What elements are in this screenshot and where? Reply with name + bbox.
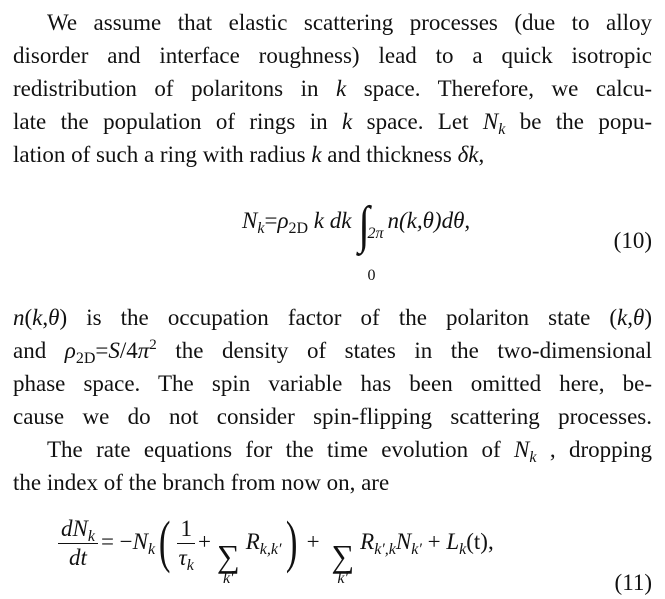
eq10-lhs: N	[242, 208, 258, 233]
text-segment: lation of such a ring with radius	[13, 142, 312, 167]
eq10-rho-sub: 2D	[288, 220, 309, 237]
text-segment: 2D	[75, 350, 96, 367]
eq11-derivative	[58, 515, 98, 572]
text-segment: k	[342, 109, 353, 134]
text-segment: k	[529, 449, 537, 466]
equation-11	[55, 508, 494, 587]
equation-10	[242, 196, 470, 284]
text-segment: δk	[457, 142, 479, 167]
sum-sign: ∑	[331, 538, 355, 574]
text-segment: ρ	[64, 338, 76, 363]
eq11-N2: N	[395, 529, 412, 554]
text-line	[13, 74, 652, 104]
text-line	[13, 107, 652, 137]
eq11-N: N	[132, 529, 148, 554]
text-line	[13, 140, 652, 170]
sum-limit: k′	[337, 570, 349, 587]
text-line	[13, 369, 652, 399]
sum-limit: k′	[223, 570, 234, 587]
text-segment: and thickness	[321, 142, 458, 167]
text-segment: k	[32, 305, 43, 330]
eq10-upper: 2π	[367, 225, 384, 242]
eq11-R: R	[245, 529, 260, 554]
text-segment: ,	[478, 142, 485, 167]
text-segment: , dropping	[536, 437, 652, 462]
eq10-k: k	[308, 208, 330, 233]
eq11-num: dN	[61, 516, 88, 542]
text-segment: )	[644, 305, 652, 330]
eq11-plus-2: +	[300, 529, 326, 554]
text-segment: We assume that elastic scattering processes (due to alloy	[47, 10, 652, 35]
text-segment: disorder and interface roughness) lead to a quick isotropic	[13, 43, 652, 68]
text-line	[47, 8, 652, 38]
text-segment: θ	[48, 305, 60, 330]
eq11-sum-1	[216, 538, 240, 587]
eq11-R2-sub: k′,k	[374, 541, 396, 558]
eq10-lower: 0	[367, 267, 376, 284]
eq11-num-sub: k	[87, 528, 95, 546]
eq11-L: L	[446, 529, 460, 554]
text-segment: ,	[42, 305, 49, 330]
text-segment: space. Let	[352, 109, 483, 134]
text-segment: be the popu-	[505, 109, 652, 134]
eq10-equals: =	[264, 208, 278, 233]
eq10-dk: dk	[329, 208, 352, 233]
text-segment: θ	[633, 305, 645, 330]
eq11-den: dt	[69, 545, 87, 571]
text-segment: n	[13, 305, 25, 330]
text-segment: S	[108, 338, 120, 363]
text-segment: k	[311, 142, 322, 167]
text-segment: the density of states in the two-dimensional	[156, 338, 652, 363]
text-line	[13, 468, 652, 498]
eq11-one: 1	[177, 515, 195, 544]
integral-limits	[367, 226, 383, 284]
text-segment: N	[514, 437, 530, 462]
text-segment: k	[498, 121, 506, 138]
text-segment: ,	[627, 305, 634, 330]
text-segment: k	[617, 305, 628, 330]
eq11-plus-3: +	[421, 529, 447, 554]
text-segment: 2	[149, 337, 157, 353]
text-segment: ) is the occupation factor of the polariton state (	[59, 305, 618, 330]
text-segment: π	[137, 338, 150, 363]
eq11-tau: τ	[178, 545, 187, 571]
text-line	[13, 303, 652, 333]
text-segment: /4	[119, 338, 138, 363]
text-line	[47, 435, 652, 465]
eq10-lhs-sub: k	[257, 220, 265, 237]
text-segment: cause we do not consider spin-flipping scattering processes.	[13, 404, 652, 429]
text-segment: the index of the branch from now on, are	[13, 470, 390, 495]
text-segment: and	[13, 338, 65, 363]
text-segment: redistribution of polaritons in	[13, 76, 336, 101]
sum-sign: ∑	[216, 538, 240, 574]
eq11-lparen: (	[158, 509, 171, 574]
eq10-integrand: n(k,θ)dθ,	[387, 208, 471, 233]
eq11-plus: +	[197, 529, 211, 554]
text-line	[13, 41, 652, 71]
eq11-N2-sub: k′	[411, 541, 422, 558]
eq11-equals: = −	[100, 529, 133, 554]
text-line	[13, 336, 652, 366]
text-segment: The rate equations for the time evolution of	[47, 437, 515, 462]
text-segment: space. Therefore, we calcu-	[346, 76, 652, 101]
equation-10-number: (10)	[613, 228, 652, 253]
eq11-R2: R	[360, 529, 375, 554]
eq11-inverse-tau	[177, 515, 195, 575]
eq11-R-sub: k,k′	[259, 541, 282, 558]
integral-sign: ∫	[358, 197, 371, 254]
text-segment: N	[482, 109, 499, 134]
text-segment: phase space. The spin variable has been omitted here, be-	[13, 371, 652, 396]
text-segment: (	[24, 305, 33, 330]
eq11-rparen: )	[285, 509, 297, 574]
text-segment: late the population of rings in	[13, 109, 343, 134]
eq10-rho: ρ	[277, 208, 289, 233]
text-segment: =	[95, 338, 109, 363]
text-line	[13, 402, 652, 432]
eq11-tau-sub: k	[186, 557, 194, 575]
eq11-L-sub: k	[459, 541, 467, 558]
equation-11-number: (11)	[614, 570, 652, 595]
eq11-N-sub: k	[148, 541, 156, 558]
text-segment: k	[335, 76, 347, 101]
eq11-Lt: (t),	[466, 529, 494, 554]
eq11-sum-2	[331, 538, 355, 587]
